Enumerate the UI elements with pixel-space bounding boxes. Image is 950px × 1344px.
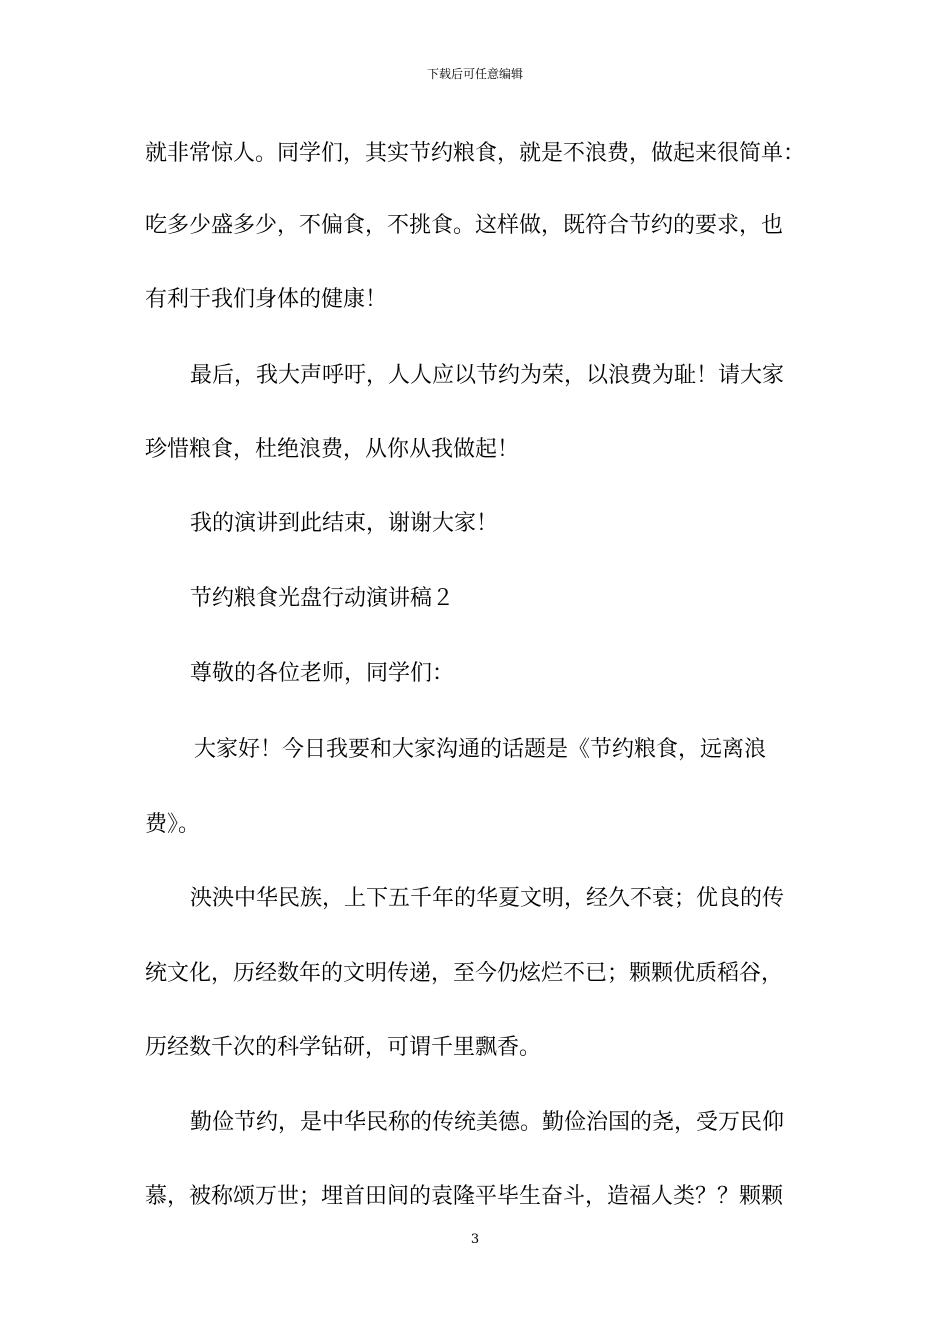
section-title: 节约粮食光盘行动演讲稿２ [190, 586, 455, 611]
page-header: 下载后可任意编辑 [426, 67, 523, 81]
body-line: 费》。 [145, 812, 201, 837]
body-line: 我的演讲到此结束，谢谢大家！ [190, 511, 499, 536]
body-line: 勤俭节约，是中华民称的传统美德。勤俭治国的尧，受万民仰 [190, 1110, 785, 1135]
body-line: 最后，我大声呼吁，人人应以节约为荣，以浪费为耻！请大家 [190, 363, 785, 388]
body-line: 慕，被称颂万世；埋首田间的袁隆平毕生奋斗，造福人类？？颗颗 [145, 1184, 784, 1209]
body-line: 历经数千次的科学钻研，可谓千里飘香。 [145, 1035, 542, 1060]
body-line: 泱泱中华民族，上下五千年的华夏文明，经久不衰；优良的传 [190, 886, 785, 911]
body-line: 吃多少盛多少，不偏食，不挑食。这样做，既符合节约的要求，也 [145, 213, 784, 238]
page-number: 3 [470, 1232, 480, 1247]
body-line: 就非常惊人。同学们，其实节约粮食，就是不浪费，做起来很简单： [145, 141, 806, 166]
body-line: 珍惜粮食，杜绝浪费，从你从我做起！ [145, 437, 520, 462]
body-line: 尊敬的各位老师，同学们： [190, 661, 455, 686]
body-line: 大家好！今日我要和大家沟通的话题是《节约粮食，远离浪 [194, 737, 767, 762]
body-line: 统文化，历经数年的文明传递，至今仍炫烂不已；颗颗优质稻谷， [145, 961, 784, 986]
body-line: 有利于我们身体的健康！ [145, 287, 388, 312]
